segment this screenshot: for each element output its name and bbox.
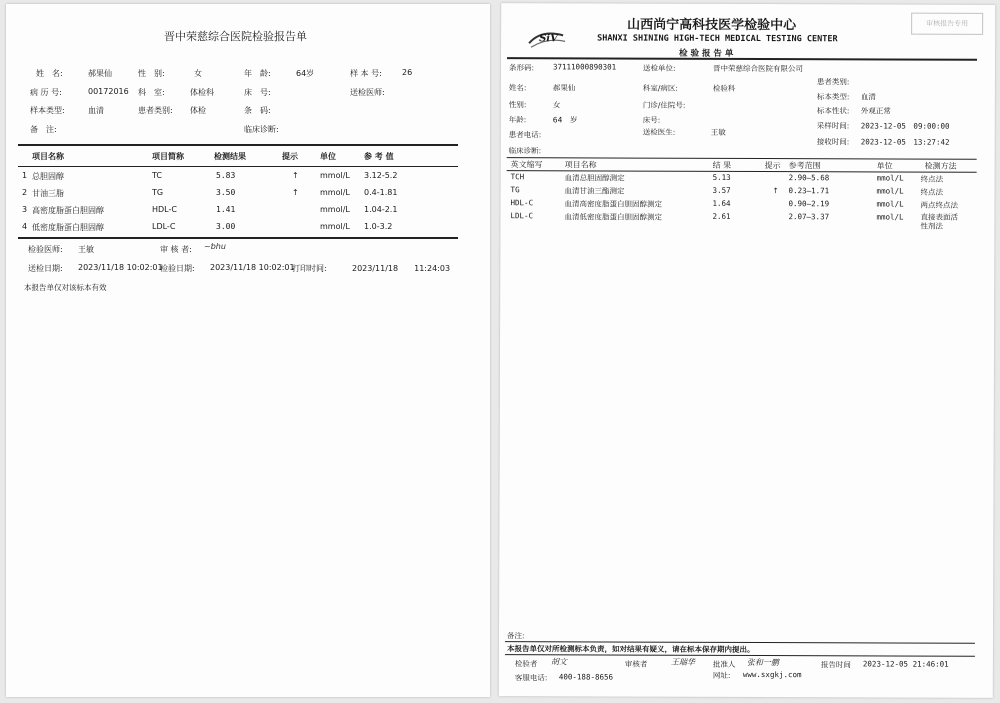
left-bed-label: 床 号: xyxy=(244,88,271,97)
left-sex-value: 女 xyxy=(194,69,202,78)
left-sample-no-value: 26 xyxy=(402,68,413,77)
left-row-name: 总胆固醇 xyxy=(32,172,64,181)
left-reviewer-signature: ~ƅhu xyxy=(204,242,226,251)
right-row-method: 终点法 xyxy=(920,187,944,197)
right-row-name: 血清高密度脂蛋白胆固醇测定 xyxy=(564,199,663,209)
right-reviewer-signature: 王瑞华 xyxy=(670,657,695,667)
left-col-abbr: 项目简称 xyxy=(152,152,184,161)
left-row-flag: ↑ xyxy=(292,171,299,180)
right-clinic-label: 门诊/住院号: xyxy=(642,100,686,110)
right-col-name: 项目名称 xyxy=(564,160,597,170)
left-row-name: 高密度脂蛋白胆固醇 xyxy=(32,206,104,215)
left-row-result: 3.50 xyxy=(216,188,236,197)
left-record-label: 病 历 号: xyxy=(30,88,62,97)
right-reviewer-label: 审核者 xyxy=(624,659,648,669)
left-col-ref: 参 考 值 xyxy=(364,152,394,161)
right-unit-label: 送检单位: xyxy=(642,63,676,73)
left-disclaimer: 本报告单仅对该标本有效 xyxy=(24,283,107,292)
left-table-top-rule xyxy=(18,144,458,146)
right-row-abbr: HDL-C xyxy=(510,198,534,208)
right-unit-value: 晋中荣慈综合医院有限公司 xyxy=(712,63,803,74)
left-age-label: 年 龄: xyxy=(244,69,271,78)
right-row-flag: ↑ xyxy=(772,186,779,196)
left-name-value: 郝果仙 xyxy=(88,69,112,78)
right-row-method: 直接表面活性剂法 xyxy=(920,212,958,231)
left-row-result: 5.83 xyxy=(216,171,236,180)
right-sex-value: 女 xyxy=(552,100,561,110)
right-row-ref: 0.90—2.19 xyxy=(788,199,830,209)
right-age-value: 64 岁 xyxy=(552,115,578,125)
left-type-label: 样本类型: xyxy=(30,106,65,115)
left-tester-label: 检验医师: xyxy=(28,245,63,254)
right-diag-label: 临床诊断: xyxy=(508,146,542,156)
left-row-unit: mmol/L xyxy=(320,222,350,231)
left-row-result: 3.00 xyxy=(216,222,236,231)
left-name-label: 姓 名: xyxy=(36,69,63,78)
right-report-time-label: 报告时间 xyxy=(820,660,851,670)
right-service-label: 客服电话: xyxy=(514,673,548,683)
right-row-name: 血清总胆固醇测定 xyxy=(564,173,625,183)
left-row-flag: ↑ xyxy=(292,188,299,197)
right-receive-label: 接收时间: xyxy=(816,137,850,147)
left-doctor-label: 送检医师: xyxy=(350,88,385,97)
right-website-value: www.sxgkj.com xyxy=(742,669,802,680)
right-row-result: 2.61 xyxy=(712,211,731,221)
right-collect-value: 2023-12-05 09:00:00 xyxy=(860,121,950,131)
left-table-bottom-rule xyxy=(18,237,458,239)
right-sample-type-value: 血清 xyxy=(860,92,876,102)
right-patient-type-label: 患者类别: xyxy=(816,77,850,87)
right-row-abbr: TCH xyxy=(510,172,525,182)
left-table-header-rule xyxy=(18,166,458,167)
right-title-cn: 山西尚宁高科技医学检验中心 xyxy=(627,17,797,34)
left-row-ref: 1.0-3.2 xyxy=(364,222,393,231)
left-row-name: 低密度脂蛋白胆固醇 xyxy=(32,223,104,232)
left-row-abbr: LDL-C xyxy=(152,222,176,231)
left-row-ref: 0.4-1.81 xyxy=(364,188,398,197)
right-dept-label: 科室/病区: xyxy=(642,83,678,93)
right-row-result: 1.64 xyxy=(712,198,731,208)
right-sample-prop-value: 外观正常 xyxy=(860,106,891,116)
left-test-label: 检验日期: xyxy=(160,264,195,273)
left-note-label: 备 注: xyxy=(30,125,57,134)
right-row-method: 两点终点法 xyxy=(920,200,959,210)
left-row-result: 1.41 xyxy=(216,205,236,214)
left-tester-value: 王敏 xyxy=(78,245,94,254)
left-row-abbr: HDL-C xyxy=(152,205,177,214)
left-dept-value: 体检科 xyxy=(190,88,214,97)
left-ptype-label: 患者类别: xyxy=(138,106,173,115)
left-reviewer-label: 审 核 者: xyxy=(160,245,192,254)
left-col-unit: 单位 xyxy=(320,152,336,161)
right-dept-value: 检验科 xyxy=(712,83,736,93)
left-row-ref: 3.12-5.2 xyxy=(364,171,398,180)
left-col-result: 检测结果 xyxy=(214,152,246,161)
left-test-date: 2023/11/18 10:02:01 xyxy=(210,263,295,272)
left-diag-label: 临床诊断: xyxy=(244,125,279,134)
right-name-value: 郝果仙 xyxy=(552,83,576,93)
right-report-sheet xyxy=(499,3,995,698)
right-disclaimer: 本报告单仅对所检测标本负责，如对结果有疑义，请在标本保存期内提出。 xyxy=(506,644,755,655)
right-row-unit: mmol/L xyxy=(876,186,904,196)
left-row-abbr: TC xyxy=(152,171,163,180)
left-report-sheet xyxy=(6,4,490,697)
right-col-abbr: 英文缩写 xyxy=(510,160,543,170)
right-row-result: 5.13 xyxy=(712,172,731,182)
right-collect-label: 采样时间: xyxy=(816,121,850,131)
right-name-label: 姓名: xyxy=(508,83,527,93)
left-row-unit: mmol/L xyxy=(320,171,350,180)
right-row-ref: 0.23—1.71 xyxy=(788,186,830,196)
left-row-abbr: TG xyxy=(152,188,164,197)
right-doctor-value: 王敏 xyxy=(710,127,726,137)
right-title-en: SHANXI SHINING HIGH-TECH MEDICAL TESTING CENTER xyxy=(597,33,838,45)
right-report-time-value: 2023-12-05 21:46:01 xyxy=(862,659,949,669)
left-row-no: 3 xyxy=(22,205,28,214)
right-col-result: 结 果 xyxy=(712,160,732,170)
right-row-abbr: LDL-C xyxy=(510,211,534,221)
logo-text: SiV xyxy=(539,33,558,45)
right-col-method: 检测方法 xyxy=(924,161,957,171)
corner-stamp: 审核报告专用 xyxy=(911,13,983,35)
right-row-abbr: TG xyxy=(510,185,520,195)
right-row-name: 血清低密度脂蛋白胆固醇测定 xyxy=(564,212,662,222)
left-print-label: 打印时间: xyxy=(292,264,327,273)
left-ptype-value: 体检 xyxy=(190,106,206,115)
left-send-date: 2023/11/18 10:02:01 xyxy=(78,263,163,272)
left-print-date: 2023/11/18 11:24:03 xyxy=(352,264,451,273)
right-barcode-label: 条形码: xyxy=(508,63,535,73)
left-barcode-label: 条 码: xyxy=(244,106,271,115)
right-remark-label: 备注: xyxy=(506,631,525,641)
right-header-rule xyxy=(507,57,977,61)
right-phone-label: 患者电话: xyxy=(508,130,542,140)
right-sample-type-label: 标本类型: xyxy=(816,92,850,102)
left-sex-label: 性 别: xyxy=(138,69,165,78)
right-row-ref: 2.07—3.37 xyxy=(788,212,830,222)
right-receive-value: 2023-12-05 13:27:42 xyxy=(860,137,950,147)
right-age-label: 年龄: xyxy=(508,115,527,125)
left-col-flag: 提示 xyxy=(282,152,298,161)
right-bed-label: 床号: xyxy=(642,115,661,125)
right-doctor-label: 送检医生: xyxy=(642,127,676,137)
left-col-name: 项目名称 xyxy=(32,152,64,161)
right-service-value: 400-188-8656 xyxy=(558,672,614,682)
right-col-flag: 提示 xyxy=(764,161,781,171)
right-tester-label: 检验者 xyxy=(514,659,538,669)
right-sample-prop-label: 标本性状: xyxy=(816,106,850,116)
right-row-ref: 2.90—5.68 xyxy=(788,173,830,183)
right-website-label: 网址: xyxy=(712,670,731,680)
right-row-name: 血清甘油三酯测定 xyxy=(564,186,625,196)
right-sex-label: 性别: xyxy=(508,100,527,110)
right-col-ref: 参考范围 xyxy=(788,161,821,171)
left-row-no: 2 xyxy=(22,188,28,197)
right-approver-label: 批准人 xyxy=(712,659,736,669)
left-row-name: 甘油三脂 xyxy=(32,189,64,198)
right-row-unit: mmol/L xyxy=(876,173,904,183)
left-row-ref: 1.04-2.1 xyxy=(364,205,398,214)
right-tester-signature: 胡文 xyxy=(550,657,567,667)
shining-logo xyxy=(527,25,567,53)
left-dept-label: 科 室: xyxy=(138,88,165,97)
left-row-no: 1 xyxy=(22,171,28,180)
left-row-no: 4 xyxy=(22,222,28,231)
left-row-unit: mmol/L xyxy=(320,205,350,214)
right-subtitle: 检 验 报 告 单 xyxy=(679,48,734,59)
right-row-unit: mmol/L xyxy=(876,212,904,222)
right-row-result: 3.57 xyxy=(712,185,731,195)
left-sample-no-label: 样 本 号: xyxy=(350,69,382,78)
right-col-unit: 单位 xyxy=(876,161,893,171)
right-row-method: 终点法 xyxy=(920,174,944,184)
left-record-value: 00172016 xyxy=(88,87,129,96)
left-send-label: 送检日期: xyxy=(28,264,63,273)
right-row-unit: mmol/L xyxy=(876,199,904,209)
left-age-value: 64岁 xyxy=(296,69,315,78)
right-approver-signature: 张和一鹏 xyxy=(746,658,779,668)
left-row-unit: mmol/L xyxy=(320,188,350,197)
right-barcode-value: 37111000890301 xyxy=(552,62,617,72)
left-type-value: 血清 xyxy=(88,106,104,115)
left-report-title: 晋中荣慈综合医院检验报告单 xyxy=(164,30,307,43)
right-footer-rule-2 xyxy=(505,654,975,657)
